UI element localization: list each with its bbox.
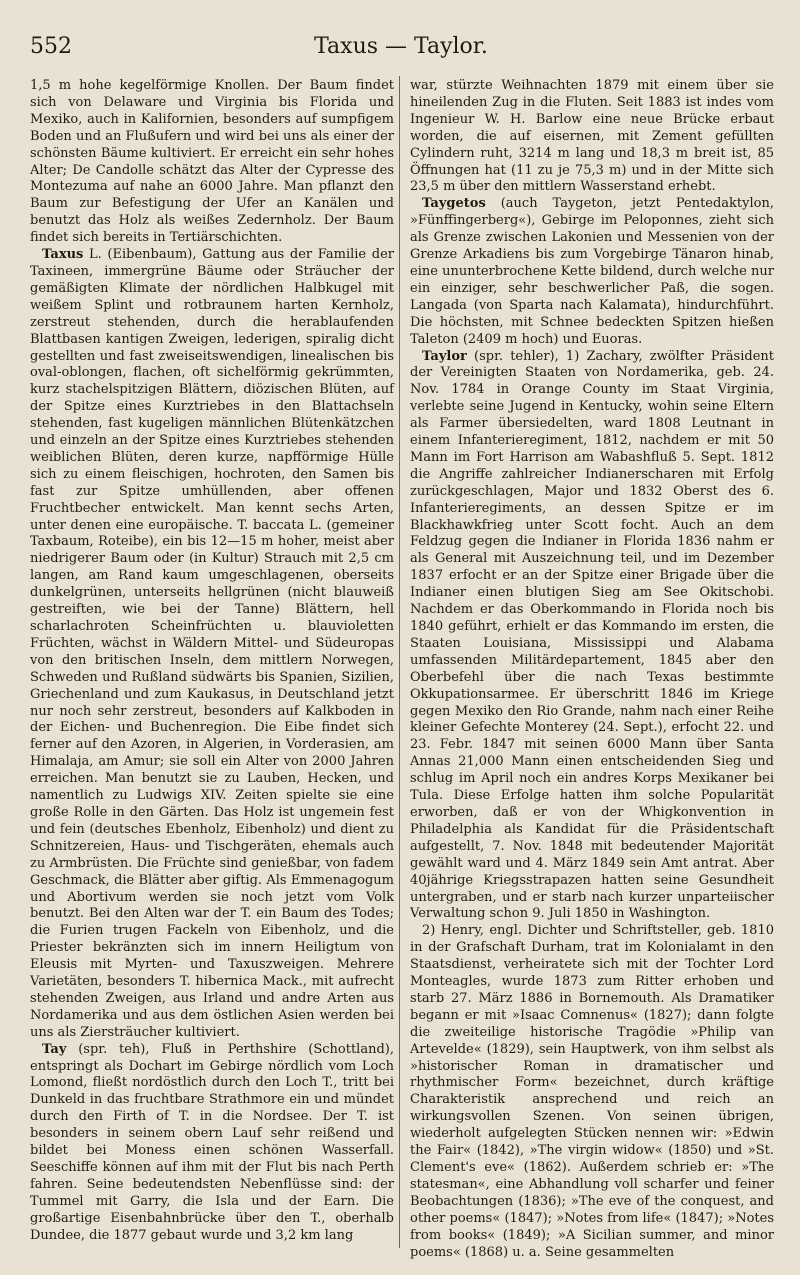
entry-text: L. (Eibenbaum), Gattung aus der Familie der Taxineen, immergrüne Bäume oder Sträucher der gemäßigten Klimate der nördlichen Halbkugel mit weißem Splint und rotbraunem harten Kernholz, zerstreut stehenden, durch die herablaufenden Blattbasen kantigen Zweigen, lederigen, spiralig dicht gestellten und fast zweiseitswendigen, linealischen bis oval-oblongen, flachen, oft sichelförmig gekrümmten, kurz stachelspitzigen Blättern, diözischen Blüten, auf der Spitze eines Kurztriebes in den Blattachseln stehenden, fast kugeligen männlichen Blütenkätzchen und einzeln an der Spitze eines Kurztriebes stehenden weiblichen Blüten, deren kurze, napfförmige Hülle sich zu einem fleischigen, hochroten, den Samen bis fast zur Spitze umhüllenden, aber offenen Fruchtbecher entwickelt. Man kennt sechs Arten, unter denen eine europäische. T. baccata L. (gemeiner Taxbaum, Roteibe), ein bis 12—15 m hoher, meist aber niedrigerer Baum oder (in Kultur) Strauch mit 2,5 cm langen, am Rand kaum umgeschlagenen, oberseits dunkelgrünen, unterseits hellgrünen (nicht blauweiß gestreiften, wie bei der Tanne) Blättern, hell scharlachroten Scheinfrüchten u. blauvioletten Früchten, wächst in Wäldern Mittel- und Südeuropas von den britischen Inseln, dem mittlern Norwegen, Schweden und Rußland südwärts bis Spanien, Sizilien, Griechenland und zum Kaukasus, in Deutschland jetzt nur noch sehr zerstreut, besonders auf Kalkboden in der Eichen- und Buchenregion. Die Eibe findet sich ferner auf den Azoren, in Algerien, in Vorderasien, am Himalaja, am Amur; sie soll ein Alter von 2000 Jahren erreichen. Man benutzt sie zu Lauben, Hecken, und namentlich zu Ludwigs XIV. Zeiten spielte sie eine große Rolle in den Gärten. Das Holz ist ungemein fest und fein (deutsches Ebenholz, Eibenholz) und dient zu Schnitzereien, Haus- und Tischgeräten, ehemals auch zu Armbrüsten. Die Früchte sind genießbar, von fadem Geschmack, die Blätter aber giftig. Als Emmenagogum und Abortivum werden sie noch jetzt vom Volk benutzt. Bei den Alten war der T. ein Baum des Todes; die Furien trugen Fackeln von Eibenholz, und die Priester bekränzten sich im innern Heiligtum von Eleusis mit Myrten- und Taxuszweigen. Mehrere Varietäten, besonders T. hibernica Mack., mit aufrecht stehenden Zweigen, aus Irland und andre Arten aus Nordamerika und aus dem östlichen Asien werden bei uns als Ziersträucher kultiviert. bbox=[30, 247, 394, 1040]
running-title: Taxus — Taylor. bbox=[314, 34, 488, 59]
entry-taygetos bbox=[410, 196, 774, 348]
right-column bbox=[410, 78, 774, 1261]
entry-taylor bbox=[410, 349, 774, 924]
entry-taylor-henry bbox=[410, 923, 774, 1261]
entry-continuation-taxodium bbox=[30, 78, 394, 247]
column-divider bbox=[399, 76, 400, 1248]
entry-text: (spr. teh), Fluß in Perthshire (Schottland), entspringt als Dochart im Gebirge nördlich vom Loch Lomond, fließt nordöstlich durch den Loch T., tritt bei Dunkeld in das fruchtbare Strathmore ein und mündet durch den Firth of T. in die Nordsee. Der T. ist besonders in seinem obern Lauf sehr reißend und bildet bei Moness einen schönen Wasserfall. Seeschiffe können auf ihm mit der Flut bis nach Perth fahren. Seine bedeutendsten Nebenflüsse sind: der Tummel mit Garry, die Isla und der Earn. Die großartige Eisenbahnbrücke über den T., oberhalb Dundee, die 1877 gebaut wurde und 3,2 km lang bbox=[30, 1041, 394, 1243]
page-header bbox=[30, 34, 772, 68]
entry-lemma: Tay bbox=[42, 1041, 67, 1057]
entry-taxus bbox=[30, 247, 394, 1042]
left-column bbox=[30, 78, 394, 1245]
page-number: 552 bbox=[30, 34, 72, 59]
entry-text: (spr. tehler), 1) Zachary, zwölfter Präsident der Vereinigten Staaten von Nordamerika, geb. 24. Nov. 1784 in Orange County im Staat Virginia, verlebte seine Jugend in Kentucky, wohin seine Eltern als Farmer übersiedelten, ward 1808 Leutnant in einem Infanterieregiment, 1812, nachdem er mit 50 Mann im Fort Harrison am Wabashfluß 5. Sept. 1812 die Angriffe zahlreicher Indianerscharen mit Erfolg zurückgeschlagen, Major und 1832 Oberst des 6. Infanterieregiments, an dessen Spitze er im Blackhawkfrieg unter Scott focht. Auch an dem Feldzug gegen die Indianer in Florida 1836 nahm er als General mit Auszeichnung teil, und im Dezember 1837 erfocht er an der Spitze einer Brigade über die Indianer einen blutigen Sieg am See Okitschobi. Nachdem er das Oberkommando in Florida noch bis 1840 geführt, erhielt er das Kommando im ersten, die Staaten Louisiana, Mississippi und Alabama umfassenden Militärdepartement, 1845 aber den Oberbefehl über die nach Texas bestimmte Okkupationsarmee. Er überschritt 1846 im Kriege gegen Mexiko den Rio Grande, nahm nach einer Reihe kleiner Gefechte Monterey (24. Sept.), erfocht 22. und 23. Febr. 1847 mit seinen 6000 Mann über Santa Annas 21,000 Mann einen entscheidenden Sieg und schlug im April noch ein andres Korps Mexikaner bei Tula. Diese Erfolge hatten ihm solche Popularität erworben, daß er von der Whigkonvention in Philadelphia als Kandidat für die Präsidentschaft aufgestellt, 7. Nov. 1848 mit bedeutender Majorität gewählt ward und 4. März 1849 sein Amt antrat. Aber 40jährige Kriegsstrapazen hatten seine Gesundheit untergraben, und er starb nach kurzer unparteiischer Verwaltung schon 9. Juli 1850 in Washington. bbox=[410, 348, 774, 922]
entry-continuation-tay bbox=[410, 78, 774, 196]
entry-text: (auch Taygeton, jetzt Pentedaktylon, »Fünffingerberg«), Gebirge im Peloponnes, zieht sich als Grenze zwischen Lakonien und Messenien von der Grenze Arkadiens bis zum Vorgebirge Tänaron hinab, eine ununterbrochene Kette bildend, durch welche nur ein einziger, sehr beschwerlicher Paß, die sogen. Langada (von Sparta nach Kalamata), hindurchführt. Die höchsten, mit Schnee bedeckten Spitzen hießen Taleton (2409 m hoch) und Euoras. bbox=[410, 196, 774, 347]
entry-text: 2) Henry, engl. Dichter und Schriftsteller, geb. 1810 in der Grafschaft Durham, trat im Kolonialamt in den Staatsdienst, verheiratete sich mit der Tochter Lord Monteagles, wurde 1873 zum Ritter erhoben und starb 27. März 1886 in Bornemouth. Als Dramatiker begann er mit »Isaac Comnenus« (1827); dann folgte die zweiteilige historische Tragödie »Philip van Artevelde« (1829), sein Hauptwerk, von ihm selbst als »historischer Roman in dramatischer und rhythmischer Form« bezeichnet, durch kräftige Charakteristik ansprechend und reich an wirkungsvollen Szenen. Von seinen übrigen, wiederholt aufgelegten Stücken nennen wir: »Edwin the Fair« (1842), »The virgin widow« (1850) und »St. Clement's eve« (1862). Außerdem schrieb er: »The statesman«, eine Abhandlung voll scharfer und feiner Beobachtungen (1836); »The eve of the conquest, and other poems« (1847); »Notes from life« (1847); »Notes from books« (1849); »A Sicilian summer, and minor poems« (1868) u. a. Seine gesammelten bbox=[410, 923, 774, 1260]
entry-lemma: Taxus bbox=[42, 247, 84, 263]
entry-tay bbox=[30, 1042, 394, 1245]
entry-text: war, stürzte Weihnachten 1879 mit einem über sie hineilenden Zug in die Fluten. Seit 1883 ist indes vom Ingenieur W. H. Barlow eine neue Brücke erbaut worden, die auf eisernen, mit Zement gefüllten Cylindern ruht, 3214 m lang und 18,3 m breit ist, 85 Öffnungen hat (11 zu je 75,3 m) und in der Mitte sich 23,5 m über den mittlern Wasserstand erhebt. bbox=[410, 78, 774, 195]
entry-text: 1,5 m hohe kegelförmige Knollen. Der Baum findet sich von Delaware und Virginia bis Florida und Mexiko, auch in Kalifornien, besonders auf sumpfigem Boden und an Flußufern und wird bei uns als einer der schönsten Bäume kultiviert. Er erreicht ein sehr hohes Alter; De Candolle schätzt das Alter der Cypresse des Montezuma auf nahe an 6000 Jahre. Man pflanzt den Baum zur Befestigung der Ufer an Kanälen und benutzt das Holz als weißes Zedernholz. Der Baum findet sich bereits in Tertiärschichten. bbox=[30, 78, 394, 246]
entry-lemma: Taygetos bbox=[422, 196, 486, 212]
entry-lemma: Taylor bbox=[422, 348, 467, 364]
